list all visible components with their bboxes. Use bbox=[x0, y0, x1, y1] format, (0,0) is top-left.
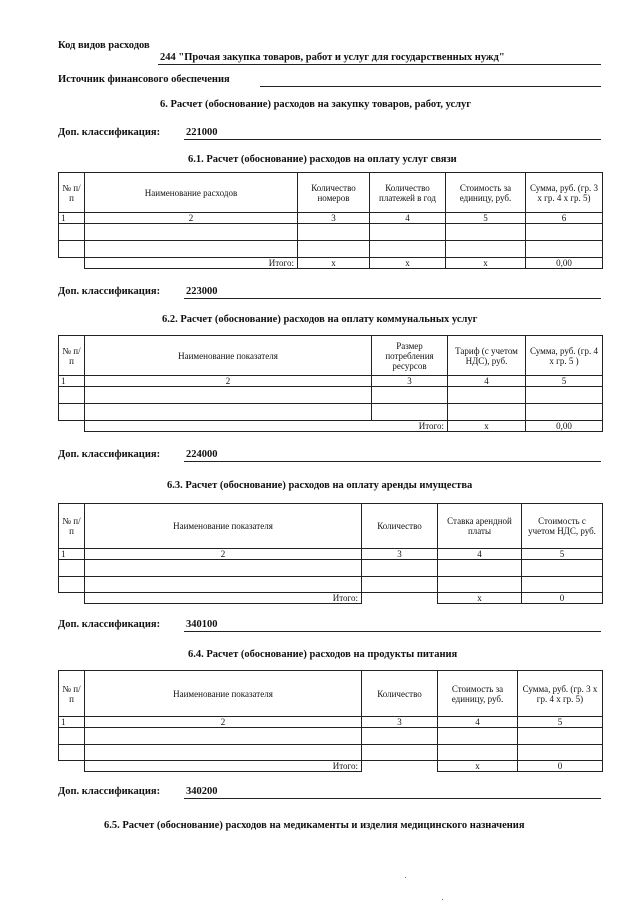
table-title: 6.3. Расчет (обоснование) расходов на оплату аренды имущества bbox=[167, 480, 473, 491]
col-number: 6 bbox=[526, 213, 603, 224]
class-code: 340100 bbox=[186, 619, 218, 630]
table-row bbox=[59, 560, 603, 577]
scan-speck bbox=[405, 877, 406, 878]
total-label: Итого: bbox=[85, 421, 448, 432]
col-number: 1 bbox=[59, 213, 85, 224]
scan-speck bbox=[442, 899, 443, 900]
total-row bbox=[59, 258, 603, 269]
class-underline bbox=[184, 631, 601, 632]
col-header: Стоимость за единицу, руб. bbox=[446, 173, 526, 213]
col-header: № п/п bbox=[59, 336, 85, 376]
class-code: 340200 bbox=[186, 786, 218, 797]
col-number: 2 bbox=[85, 717, 362, 728]
col-number: 4 bbox=[448, 376, 526, 387]
class-underline bbox=[184, 798, 601, 799]
total-label: Итого: bbox=[85, 761, 362, 772]
col-header: Наименование показателя bbox=[85, 671, 362, 717]
col-header: Тариф (с учетом НДС), руб. bbox=[448, 336, 526, 376]
table-title: 6.5. Расчет (обоснование) расходов на медикаменты и изделия медицинского назначения bbox=[104, 820, 525, 831]
col-header: Количество платежей в год bbox=[370, 173, 446, 213]
col-number: 1 bbox=[59, 549, 85, 560]
total-row bbox=[59, 421, 603, 432]
table-row bbox=[59, 745, 603, 761]
class-code: 221000 bbox=[186, 127, 218, 138]
source-underline bbox=[260, 86, 601, 87]
class-underline bbox=[184, 298, 601, 299]
class-underline bbox=[184, 139, 601, 140]
col-header: Стоимость за единицу, руб. bbox=[438, 671, 518, 717]
class-code: 223000 bbox=[186, 286, 218, 297]
col-header: Количество номеров bbox=[298, 173, 370, 213]
table-food bbox=[58, 670, 603, 772]
col-header: Стоимость с учетом НДС, руб. bbox=[522, 504, 603, 549]
section-title: 6. Расчет (обоснование) расходов на закупку товаров, работ, услуг bbox=[160, 99, 472, 110]
col-header: Сумма, руб. (гр. 3 х гр. 4 х гр. 5) bbox=[518, 671, 603, 717]
col-number: 3 bbox=[372, 376, 448, 387]
total-cell: х bbox=[298, 258, 370, 269]
class-label: Доп. классификация: bbox=[58, 449, 161, 460]
class-label: Доп. классификация: bbox=[58, 286, 161, 297]
table-communications bbox=[58, 172, 603, 269]
table-row bbox=[59, 241, 603, 258]
total-sum: 0 bbox=[518, 761, 603, 772]
table-row bbox=[59, 404, 603, 421]
table-title: 6.2. Расчет (обоснование) расходов на оплату коммунальных услуг bbox=[162, 314, 478, 325]
col-number: 2 bbox=[85, 213, 298, 224]
col-header: Наименование показателя bbox=[85, 336, 372, 376]
col-number: 1 bbox=[59, 717, 85, 728]
col-number: 1 bbox=[59, 376, 85, 387]
col-header: Наименование расходов bbox=[85, 173, 298, 213]
col-number: 3 bbox=[362, 717, 438, 728]
source-label: Источник финансового обеспечения bbox=[58, 74, 230, 85]
table-row bbox=[59, 577, 603, 593]
col-number: 5 bbox=[518, 717, 603, 728]
col-number: 5 bbox=[446, 213, 526, 224]
total-label: Итого: bbox=[85, 593, 362, 604]
table-row bbox=[59, 728, 603, 745]
col-header: Наименование показателя bbox=[85, 504, 362, 549]
col-number: 3 bbox=[362, 549, 438, 560]
total-row bbox=[59, 593, 603, 604]
col-number: 4 bbox=[438, 549, 522, 560]
col-header: № п/п bbox=[59, 173, 85, 213]
total-sum: 0,00 bbox=[526, 258, 603, 269]
total-cell: х bbox=[438, 761, 518, 772]
total-cell: х bbox=[446, 258, 526, 269]
total-cell: х bbox=[438, 593, 522, 604]
class-code: 224000 bbox=[186, 449, 218, 460]
table-rent bbox=[58, 503, 603, 604]
kvr-label: Код видов расходов bbox=[58, 40, 150, 51]
table-title: 6.1. Расчет (обоснование) расходов на оплату услуг связи bbox=[188, 154, 457, 165]
class-label: Доп. классификация: bbox=[58, 127, 161, 138]
col-number: 2 bbox=[85, 376, 372, 387]
class-label: Доп. классификация: bbox=[58, 619, 161, 630]
col-header: Размер потребления ресурсов bbox=[372, 336, 448, 376]
col-number: 2 bbox=[85, 549, 362, 560]
col-number: 3 bbox=[298, 213, 370, 224]
table-row bbox=[59, 387, 603, 404]
table-title: 6.4. Расчет (обоснование) расходов на продукты питания bbox=[188, 649, 458, 660]
col-header: Ставка арендной платы bbox=[438, 504, 522, 549]
col-header: № п/п bbox=[59, 504, 85, 549]
col-number: 4 bbox=[438, 717, 518, 728]
table-utilities bbox=[58, 335, 603, 432]
kvr-value: 244 "Прочая закупка товаров, работ и услуг для государственных нужд" bbox=[160, 52, 505, 63]
col-number: 5 bbox=[522, 549, 603, 560]
col-header: Количество bbox=[362, 671, 438, 717]
col-number: 4 bbox=[370, 213, 446, 224]
table-row bbox=[59, 224, 603, 241]
total-row bbox=[59, 761, 603, 772]
total-sum: 0 bbox=[522, 593, 603, 604]
total-sum: 0,00 bbox=[526, 421, 603, 432]
col-header: Сумма, руб. (гр. 4 х гр. 5 ) bbox=[526, 336, 603, 376]
total-cell: х bbox=[448, 421, 526, 432]
total-label: Итого: bbox=[85, 258, 298, 269]
col-header: Сумма, руб. (гр. 3 х гр. 4 х гр. 5) bbox=[526, 173, 603, 213]
col-header: Количество bbox=[362, 504, 438, 549]
class-underline bbox=[184, 461, 601, 462]
class-label: Доп. классификация: bbox=[58, 786, 161, 797]
col-number: 5 bbox=[526, 376, 603, 387]
total-cell: х bbox=[370, 258, 446, 269]
col-header: № п/п bbox=[59, 671, 85, 717]
kvr-underline bbox=[158, 64, 601, 65]
